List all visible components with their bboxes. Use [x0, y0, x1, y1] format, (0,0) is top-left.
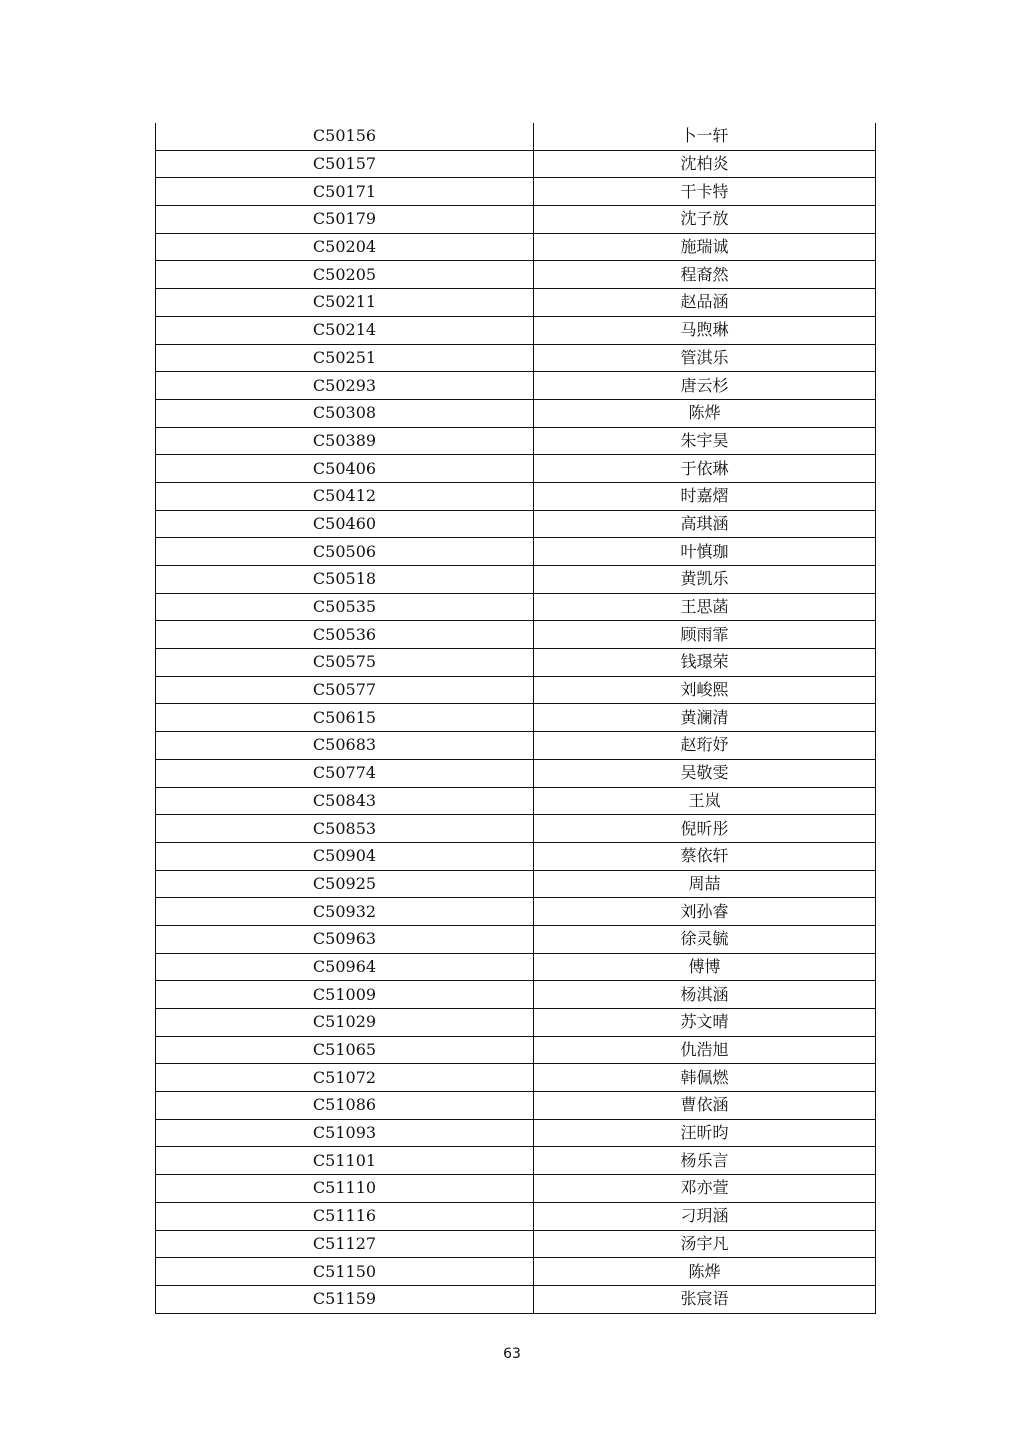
name-cell: 赵品涵	[534, 289, 876, 317]
id-cell: C50157	[156, 150, 534, 178]
id-cell: C50251	[156, 344, 534, 372]
table-row	[156, 953, 876, 981]
name-cell: 倪昕彤	[534, 815, 876, 843]
roster-table-body	[156, 123, 876, 1313]
table-row	[156, 759, 876, 787]
name-cell: 傅博	[534, 953, 876, 981]
id-cell: C50577	[156, 676, 534, 704]
name-cell: 朱宇昊	[534, 427, 876, 455]
id-cell: C50925	[156, 870, 534, 898]
id-cell: C50575	[156, 649, 534, 677]
id-cell: C50214	[156, 316, 534, 344]
table-row	[156, 815, 876, 843]
table-row	[156, 178, 876, 206]
table-row	[156, 649, 876, 677]
table-row	[156, 566, 876, 594]
id-cell: C50964	[156, 953, 534, 981]
name-cell: 唐云杉	[534, 372, 876, 400]
name-cell: 杨乐言	[534, 1147, 876, 1175]
id-cell: C51029	[156, 1009, 534, 1037]
id-cell: C50389	[156, 427, 534, 455]
table-row	[156, 372, 876, 400]
table-row	[156, 732, 876, 760]
table-row	[156, 233, 876, 261]
name-cell: 顾雨霏	[534, 621, 876, 649]
name-cell: 仇浩旭	[534, 1036, 876, 1064]
table-row	[156, 1147, 876, 1175]
table-row	[156, 981, 876, 1009]
table-row	[156, 510, 876, 538]
table-row	[156, 538, 876, 566]
name-cell: 叶慎珈	[534, 538, 876, 566]
table-row	[156, 870, 876, 898]
name-cell: 刘孙睿	[534, 898, 876, 926]
table-row	[156, 621, 876, 649]
table-row	[156, 1230, 876, 1258]
name-cell: 干卡特	[534, 178, 876, 206]
table-row	[156, 123, 876, 150]
table-row	[156, 1092, 876, 1120]
table-row	[156, 482, 876, 510]
name-cell: 管淇乐	[534, 344, 876, 372]
name-cell: 王岚	[534, 787, 876, 815]
name-cell: 汤宇凡	[534, 1230, 876, 1258]
id-cell: C50205	[156, 261, 534, 289]
id-cell: C50506	[156, 538, 534, 566]
table-row	[156, 1258, 876, 1286]
id-cell: C50460	[156, 510, 534, 538]
table-row	[156, 316, 876, 344]
id-cell: C51072	[156, 1064, 534, 1092]
name-cell: 程裔然	[534, 261, 876, 289]
table-row	[156, 150, 876, 178]
id-cell: C51009	[156, 981, 534, 1009]
name-cell: 张宸语	[534, 1285, 876, 1313]
name-cell: 陈烨	[534, 1258, 876, 1286]
id-cell: C51086	[156, 1092, 534, 1120]
id-cell: C50843	[156, 787, 534, 815]
id-cell: C51093	[156, 1119, 534, 1147]
table-row	[156, 925, 876, 953]
table-row	[156, 898, 876, 926]
table-row	[156, 593, 876, 621]
table-row	[156, 455, 876, 483]
name-cell: 曹依涵	[534, 1092, 876, 1120]
id-cell: C50308	[156, 399, 534, 427]
page-number: 63	[503, 1346, 521, 1362]
name-cell: 邓亦萱	[534, 1175, 876, 1203]
id-cell: C51150	[156, 1258, 534, 1286]
id-cell: C50211	[156, 289, 534, 317]
id-cell: C51159	[156, 1285, 534, 1313]
table-row	[156, 399, 876, 427]
id-cell: C50293	[156, 372, 534, 400]
id-cell: C50406	[156, 455, 534, 483]
id-cell: C51065	[156, 1036, 534, 1064]
name-cell: 时嘉熠	[534, 482, 876, 510]
table-row	[156, 427, 876, 455]
table-row	[156, 1202, 876, 1230]
roster-table	[155, 123, 876, 1314]
name-cell: 蔡依轩	[534, 842, 876, 870]
name-cell: 施瑞诚	[534, 233, 876, 261]
table-row	[156, 787, 876, 815]
name-cell: 沈柏炎	[534, 150, 876, 178]
id-cell: C50412	[156, 482, 534, 510]
id-cell: C51116	[156, 1202, 534, 1230]
name-cell: 王思菡	[534, 593, 876, 621]
name-cell: 韩佩燃	[534, 1064, 876, 1092]
id-cell: C51101	[156, 1147, 534, 1175]
table-row	[156, 1175, 876, 1203]
name-cell: 黄澜清	[534, 704, 876, 732]
name-cell: 马煦琳	[534, 316, 876, 344]
id-cell: C50683	[156, 732, 534, 760]
name-cell: 钱璟荣	[534, 649, 876, 677]
name-cell: 黄凯乐	[534, 566, 876, 594]
name-cell: 卜一轩	[534, 123, 876, 150]
name-cell: 刁玥涵	[534, 1202, 876, 1230]
name-cell: 吴敬雯	[534, 759, 876, 787]
table-row	[156, 1036, 876, 1064]
id-cell: C50204	[156, 233, 534, 261]
name-cell: 赵珩妤	[534, 732, 876, 760]
name-cell: 高琪涵	[534, 510, 876, 538]
table-row	[156, 261, 876, 289]
name-cell: 杨淇涵	[534, 981, 876, 1009]
id-cell: C50179	[156, 206, 534, 234]
table-row	[156, 1064, 876, 1092]
id-cell: C51110	[156, 1175, 534, 1203]
id-cell: C50171	[156, 178, 534, 206]
table-row	[156, 289, 876, 317]
name-cell: 刘峻熙	[534, 676, 876, 704]
id-cell: C51127	[156, 1230, 534, 1258]
id-cell: C50536	[156, 621, 534, 649]
name-cell: 徐灵毓	[534, 925, 876, 953]
id-cell: C50853	[156, 815, 534, 843]
table-row	[156, 1009, 876, 1037]
id-cell: C50774	[156, 759, 534, 787]
id-cell: C50963	[156, 925, 534, 953]
name-cell: 于依琳	[534, 455, 876, 483]
id-cell: C50156	[156, 123, 534, 150]
table-row	[156, 1119, 876, 1147]
name-cell: 周喆	[534, 870, 876, 898]
table-row	[156, 206, 876, 234]
name-cell: 陈烨	[534, 399, 876, 427]
name-cell: 苏文晴	[534, 1009, 876, 1037]
id-cell: C50518	[156, 566, 534, 594]
table-row	[156, 704, 876, 732]
id-cell: C50932	[156, 898, 534, 926]
id-cell: C50904	[156, 842, 534, 870]
table-row	[156, 1285, 876, 1313]
table-row	[156, 842, 876, 870]
name-cell: 汪昕昀	[534, 1119, 876, 1147]
table-row	[156, 676, 876, 704]
id-cell: C50535	[156, 593, 534, 621]
id-cell: C50615	[156, 704, 534, 732]
name-cell: 沈子放	[534, 206, 876, 234]
table-row	[156, 344, 876, 372]
